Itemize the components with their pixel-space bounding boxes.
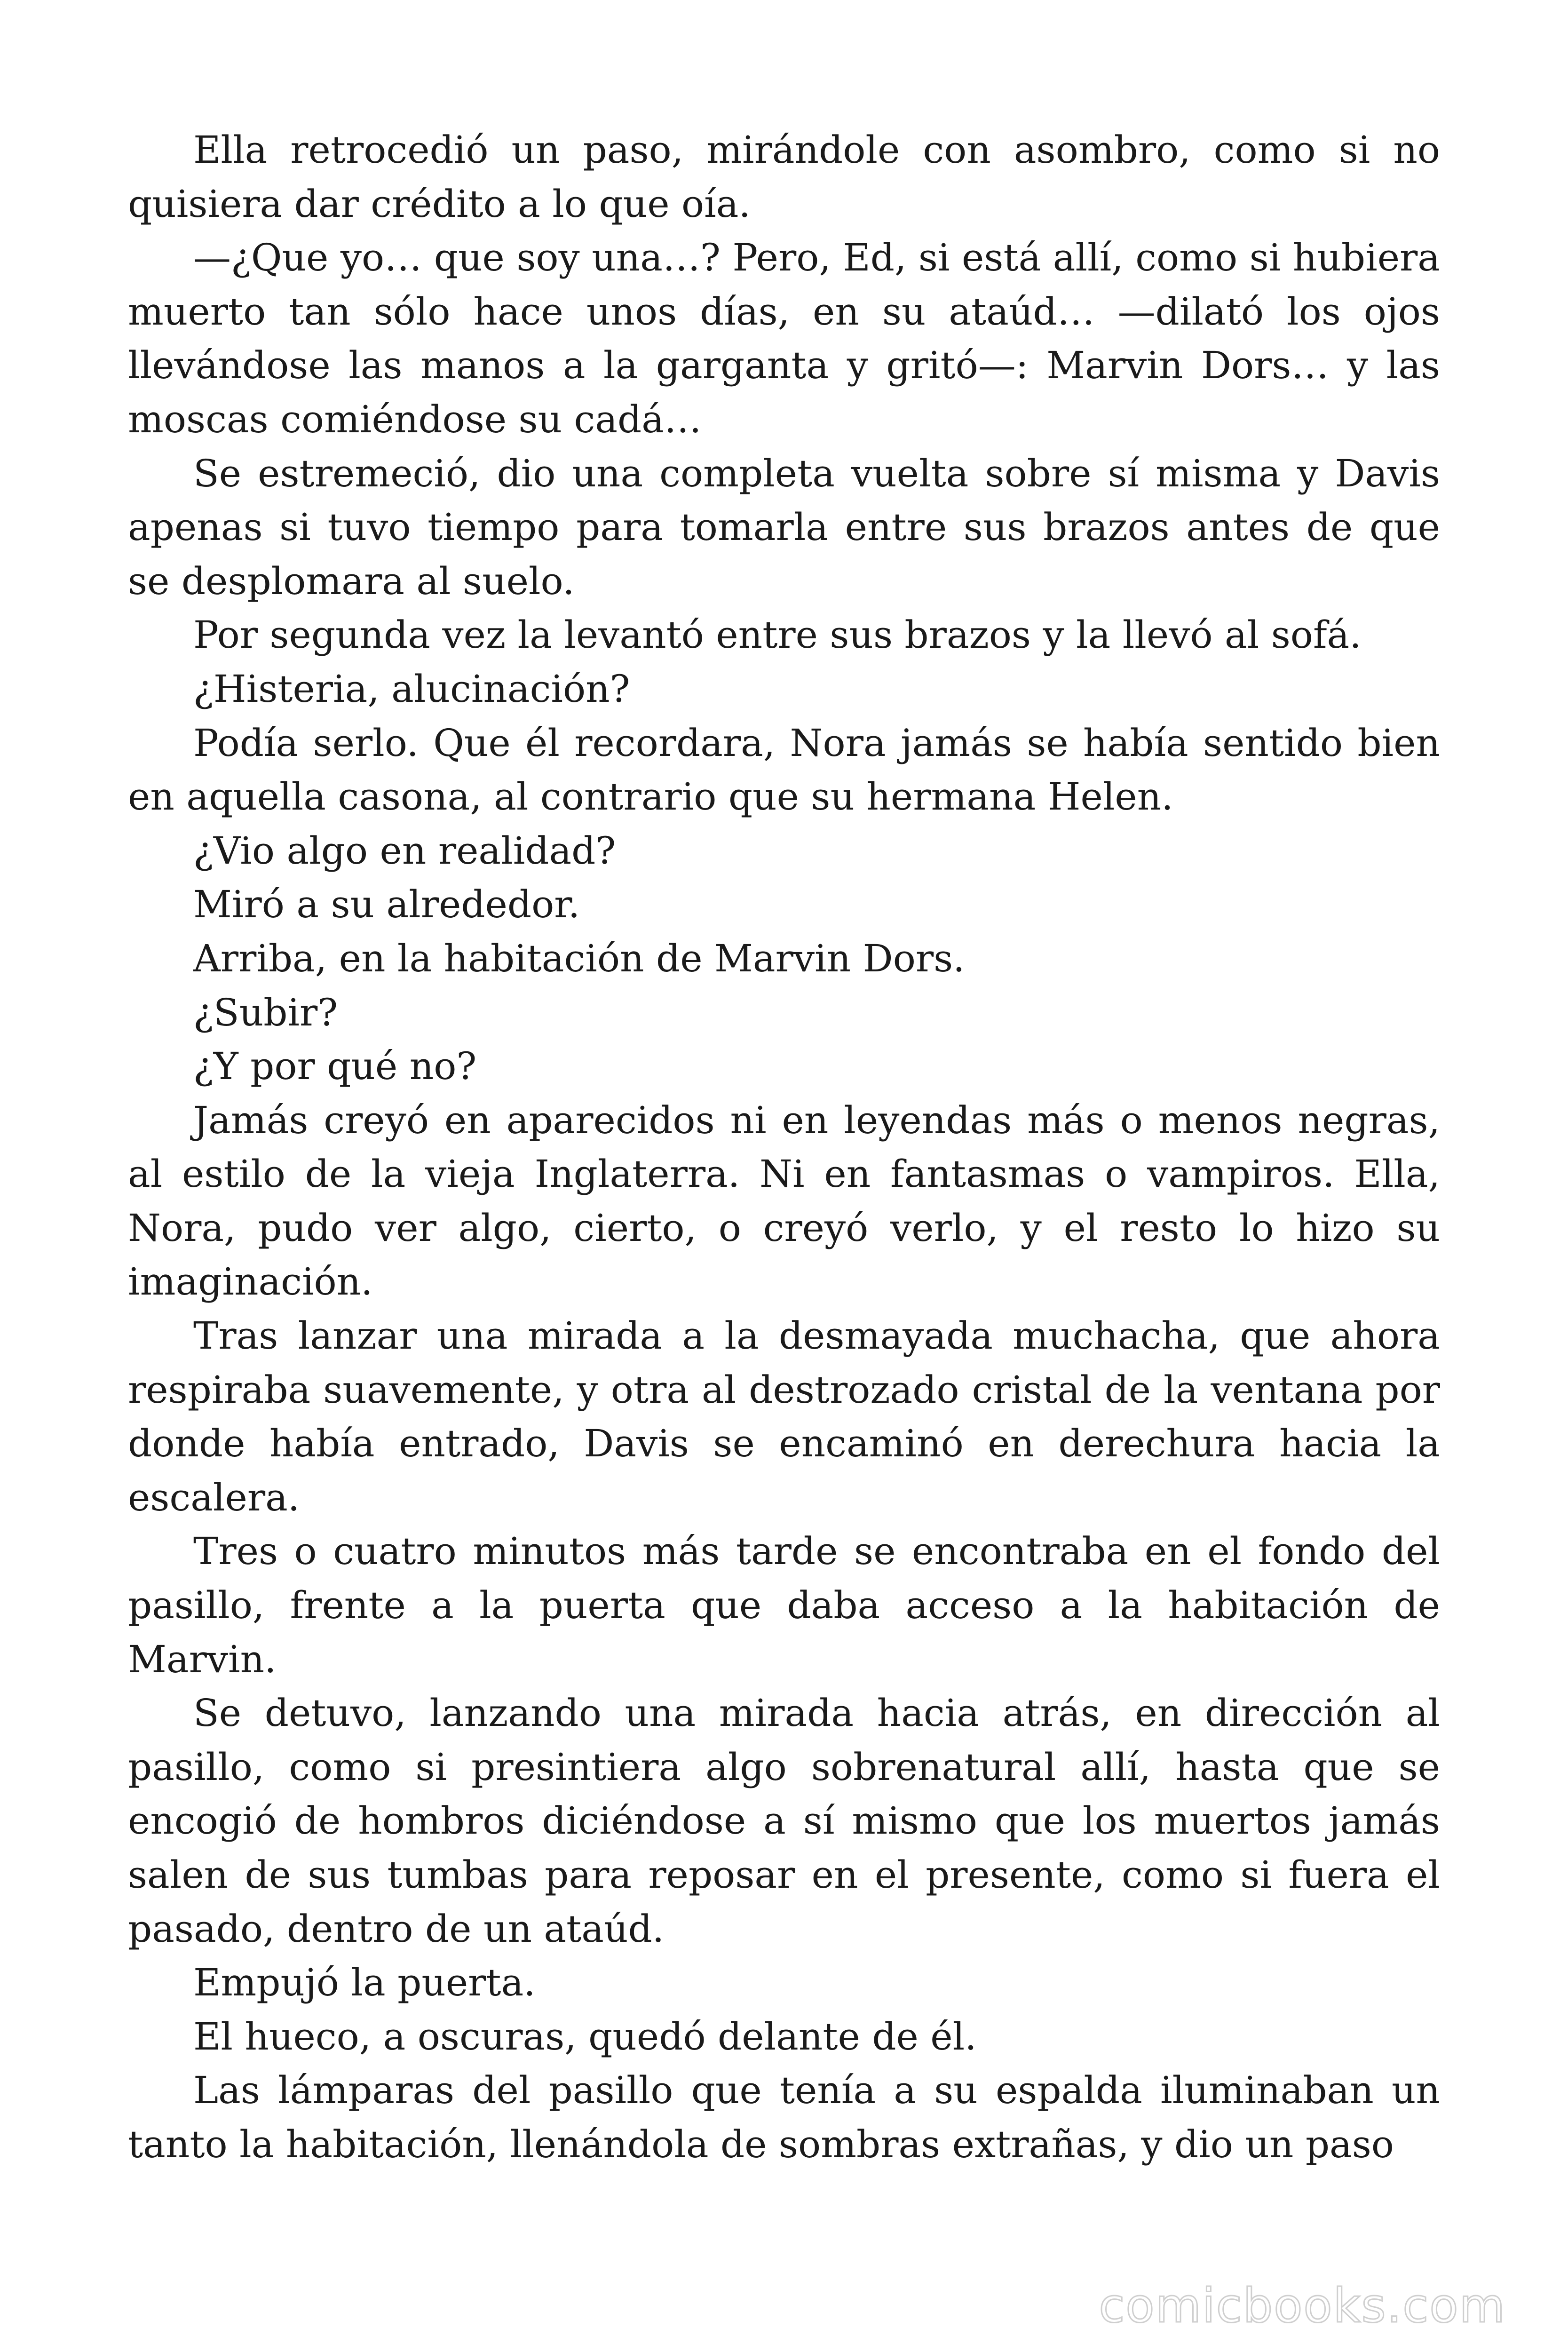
paragraph-16: Empujó la puerta. xyxy=(193,1961,536,2005)
paragraph-8: Miró a su alrededor. xyxy=(193,882,580,927)
paragraph-17: El hueco, a oscuras, quedó delante de él. xyxy=(193,2014,977,2058)
paragraph-15: Se detuvo, lanzando una mirada hacia atrás, en dirección al pasillo, como si presintiera algo sobrenatural allí, hasta que se encogió de hombros diciéndose a sí mismo que los muertos jamás salen de sus tumbas para reposar en el presente, como si fuera el pasado, dentro de un ataúd. xyxy=(128,1691,1440,1951)
paragraph-14: Tres o cuatro minutos más tarde se encontraba en el fondo del pasillo, frente a la puerta que daba acceso a la habitación de Marvin. xyxy=(128,1529,1440,1681)
paragraph-12: Jamás creyó en aparecidos ni en leyendas más o menos negras, al estilo de la vieja Inglaterra. Ni en fantasmas o vampiros. Ella, Nora, pudo ver algo, cierto, o creyó verlo, y el resto lo hizo su imaginación. xyxy=(128,1098,1440,1304)
paragraph-6: Podía serlo. Que él recordara, Nora jamás se había sentido bien en aquella casona, al contrario que su hermana Helen. xyxy=(128,721,1440,819)
watermark: comicbooks.com xyxy=(1099,2278,1506,2333)
paragraph-18: Las lámparas del pasillo que tenía a su espalda iluminaban un tanto la habitación, llenándola de sombras extrañas, y dio un paso xyxy=(128,2068,1440,2166)
paragraph-11: ¿Y por qué no? xyxy=(193,1044,477,1089)
paragraph-1: Ella retrocedió un paso, mirándole con asombro, como si no quisiera dar crédito a lo que oía. xyxy=(128,128,1440,226)
paragraph-7: ¿Vio algo en realidad? xyxy=(193,828,616,873)
paragraph-5: ¿Histeria, alucinación? xyxy=(193,667,630,711)
paragraph-4: Por segunda vez la levantó entre sus brazos y la llevó al sofá. xyxy=(193,613,1362,657)
page-text xyxy=(128,123,1440,2172)
paragraph-13: Tras lanzar una mirada a la desmayada muchacha, que ahora respiraba suavemente, y otra al destrozado cristal de la ventana por donde había entrado, Davis se encaminó en derechura hacia la escalera. xyxy=(128,1314,1440,1519)
paragraph-10: ¿Subir? xyxy=(193,990,338,1034)
paragraph-2: —¿Que yo… que soy una…? Pero, Ed, si está allí, como si hubiera muerto tan sólo hace unos días, en su ataúd… —dilató los ojos llevándose las manos a la garganta y gritó—: Marvin Dors… y las moscas comiéndose su cadá… xyxy=(128,236,1440,441)
paragraph-3: Se estremeció, dio una completa vuelta sobre sí misma y Davis apenas si tuvo tiempo para tomarla entre sus brazos antes de que se desplomara al suelo. xyxy=(128,451,1440,603)
paragraph-9: Arriba, en la habitación de Marvin Dors. xyxy=(193,936,965,980)
